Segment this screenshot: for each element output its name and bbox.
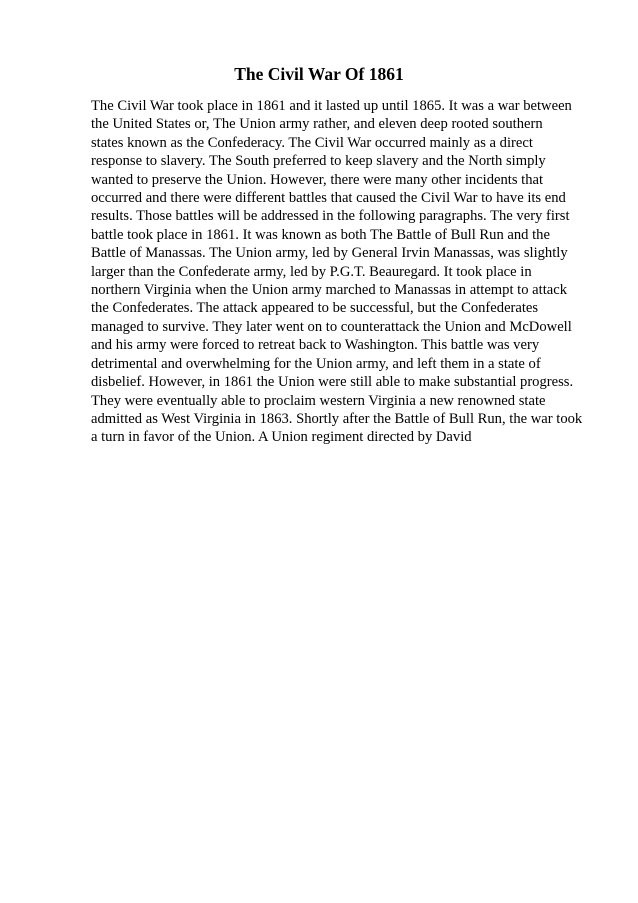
body-line: occurred and there were different battles that caused the Civil War to have its end (91, 190, 566, 207)
body-line: The Civil War took place in 1861 and it lasted up until 1865. It was a war between (91, 98, 572, 114)
body-line: disbelief. However, in 1861 the Union were still able to make substantial progress. (91, 374, 574, 391)
body-line: a turn in favor of the Union. A Union regiment directed by David (91, 429, 472, 446)
document-body (91, 97, 591, 447)
body-line: results. Those battles will be addressed in the following paragraphs. The very first (91, 208, 570, 225)
body-line: response to slavery. The South preferred to keep slavery and the North simply (91, 153, 546, 170)
body-line: admitted as West Virginia in 1863. Shortly after the Battle of Bull Run, the war took (91, 410, 583, 427)
body-line: the Confederates. The attack appeared to be successful, but the Confederates (91, 300, 539, 317)
body-line: larger than the Confederate army, led by P.G.T. Beauregard. It took place in (91, 263, 532, 280)
body-line: and his army were forced to retreat back to Washington. This battle was very (91, 337, 540, 354)
body-line: the United States or, The Union army rather, and eleven deep rooted southern (91, 116, 543, 133)
document-title: The Civil War Of 1861 (234, 64, 404, 84)
body-line: Battle of Manassas. The Union army, led by General Irvin Manassas, was slightly (91, 245, 568, 262)
body-line: managed to survive. They later went on to counterattack the Union and McDowell (91, 318, 572, 335)
body-line: They were eventually able to proclaim western Virginia a new renowned state (91, 392, 546, 409)
body-line: northern Virginia when the Union army marched to Manassas in attempt to attack (91, 282, 567, 299)
body-line: detrimental and overwhelming for the Union army, and left them in a state of (91, 355, 541, 372)
body-line: battle took place in 1861. It was known as both The Battle of Bull Run and the (91, 226, 550, 243)
body-line: wanted to preserve the Union. However, there were many other incidents that (91, 171, 544, 188)
body-line: states known as the Confederacy. The Civil War occurred mainly as a direct (91, 134, 533, 151)
